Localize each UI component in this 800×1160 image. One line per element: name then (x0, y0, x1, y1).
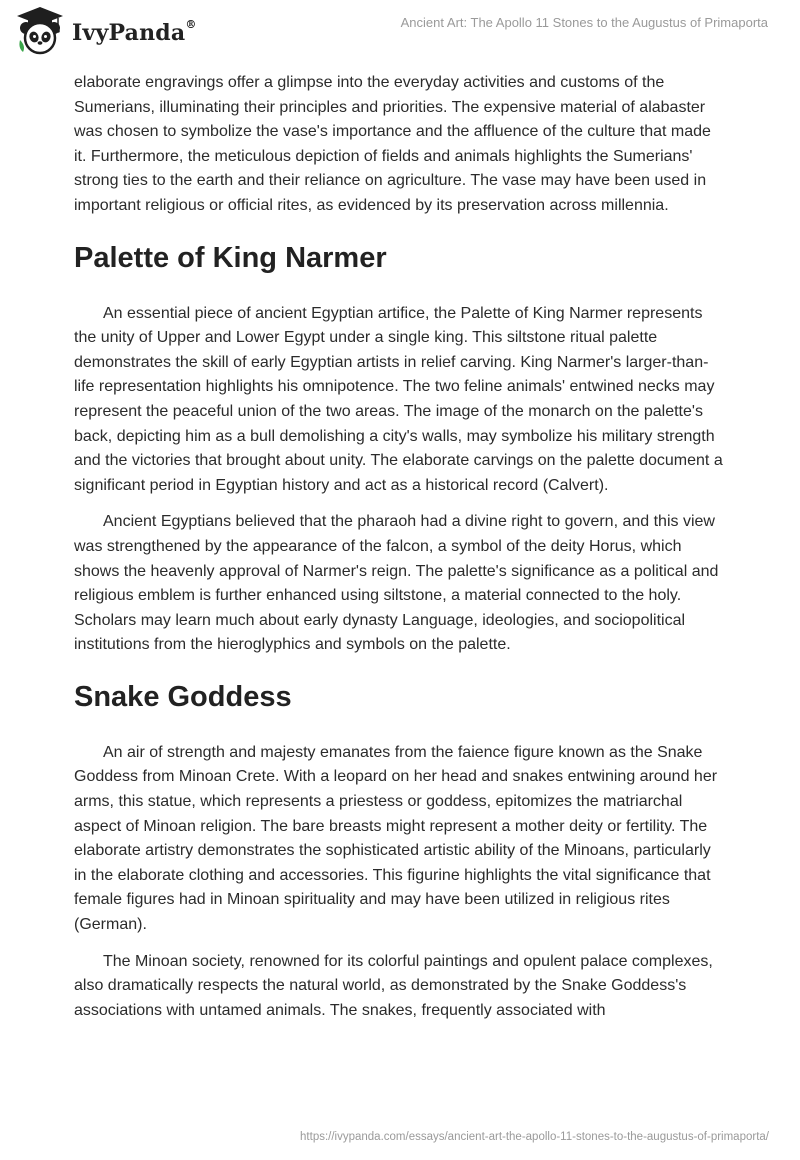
ivypanda-logo[interactable] (14, 6, 197, 56)
section-paragraph: An air of strength and majesty emanates from the faience figure known as the Snake Goddess from Minoan Crete. With a leopard on her head and snakes entwining around her arms, this statue, which represents a priestess or goddess, epitomizes the matriarchal aspect of Minoan religion. The bare breasts might represent a mother deity or fertility. The elaborate artistry demonstrates the sophisticated artistic ability of the Minoans, particularly in the elaborate clothing and accessories. This figurine highlights the vital significance that female figures had in Minoan spirituality and may have been utilized in religious rites (German). (74, 743, 718, 934)
document-title: Ancient Art: The Apollo 11 Stones to the Augustus of Primaporta (400, 15, 768, 30)
intro-paragraph: elaborate engravings offer a glimpse into the everyday activities and customs of the Sumerians, illuminating their principles and priorities. The expensive material of alabaster was chosen to symbolize the vase's importance and the affluence of the culture that made it. Furthermore, the meticulous depiction of fields and animals highlights the Sumerians' strong ties to the earth and their reliance on agriculture. The vase may have been used in important religious or official rites, as evidenced by its preservation across millennia. (74, 74, 711, 214)
brand-name: IvyPanda® (72, 18, 197, 46)
page-header (0, 0, 800, 64)
section-paragraph: The Minoan society, renowned for its colorful paintings and opulent palace complexes, also dramatically respects the natural world, as demonstrated by the Snake Goddess's associations with untamed animals. The snakes, frequently associated with (74, 952, 713, 1019)
section-paragraph: Ancient Egyptians believed that the pharaoh had a divine right to govern, and this view was strengthened by the appearance of the falcon, a symbol of the deity Horus, which shows the heavenly approval of Narmer's reign. The palette's significance as a political and religious emblem is further enhanced using siltstone, a material connected to the holy. Scholars may learn much about early dynasty Language, ideologies, and sociopolitical institutions from the hieroglyphics and symbols on the palette. (74, 513, 719, 654)
section-heading-palette: Palette of King Narmer (74, 241, 387, 274)
section-paragraph: An essential piece of ancient Egyptian artifice, the Palette of King Narmer represents the unity of Upper and Lower Egypt under a single king. This siltstone ritual palette demonstrates the skill of early Egyptian artists in relief carving. King Narmer's larger-than-life representation highlights his omnipotence. The two feline animals' entwined necks may represent the peaceful union of the two areas. The image of the monarch on the palette's back, depicting him as a bull demolishing a city's walls, may symbolize his military strength and the victories that brought about unity. The elaborate carvings on the palette document a significant period in Egyptian history and act as a historical record (Calvert). (74, 304, 723, 494)
registered-mark: ® (185, 18, 197, 31)
section-heading-snake-goddess: Snake Goddess (74, 680, 292, 713)
source-url-link[interactable]: https://ivypanda.com/essays/ancient-art-the-apollo-11-stones-to-the-augustus-of-primaporta/ (300, 1131, 769, 1143)
panda-graduate-icon (14, 6, 66, 56)
article-body (74, 71, 724, 1023)
